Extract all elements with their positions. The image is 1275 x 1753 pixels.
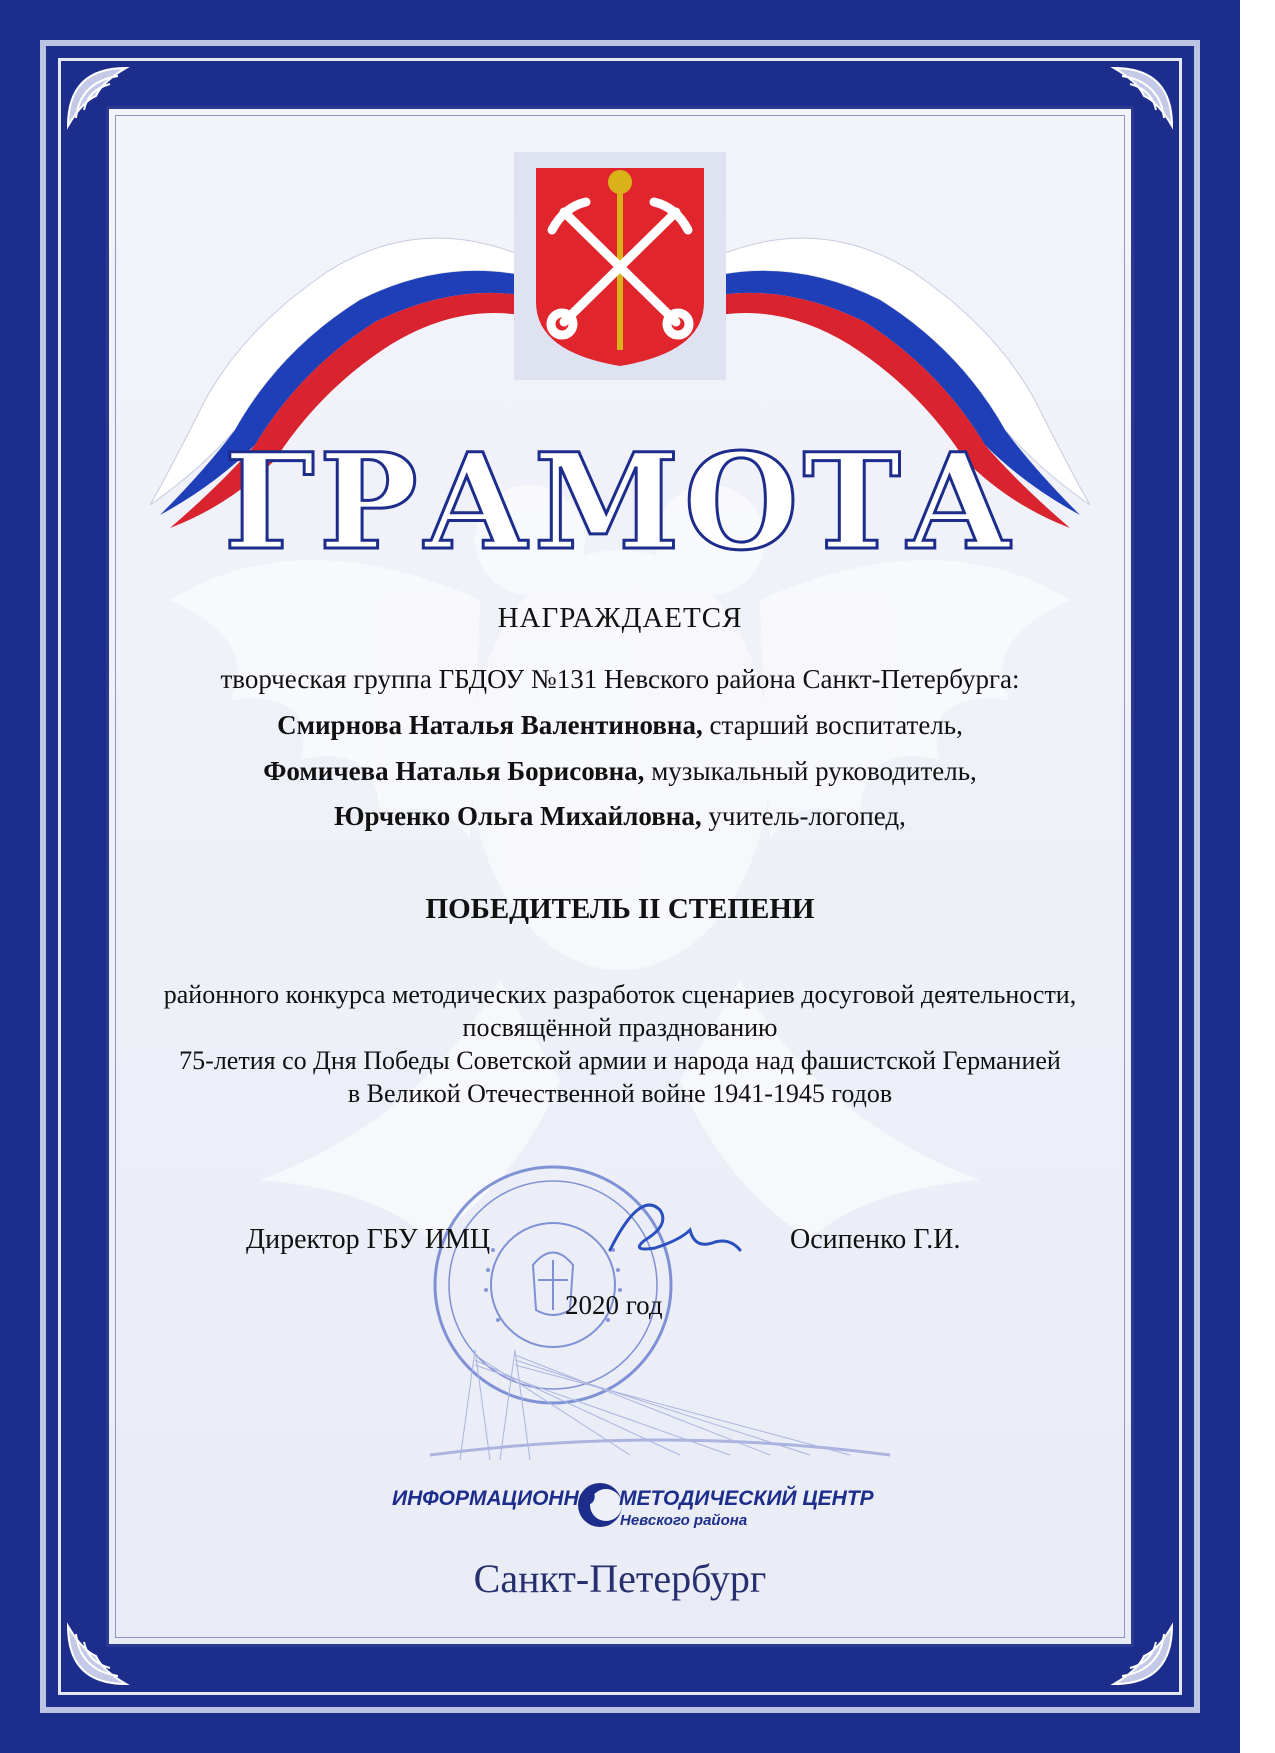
issuer-name-right: МЕТОДИЧЕСКИЙ ЦЕНТР: [619, 1487, 874, 1510]
shell-ornament-icon: [1108, 62, 1178, 132]
member-row: [106, 710, 1134, 741]
contest-line: районного конкурса методических разработок сценариев досуговой деятельности,: [163, 980, 1077, 1009]
certificate-title: [0, 430, 1240, 570]
contest-line: в Великой Отечественной войне 1941-1945 годов: [347, 1079, 893, 1108]
svg-text:ГРАМОТА: ГРАМОТА: [223, 430, 1017, 570]
award-title: ПОБЕДИТЕЛЬ II СТЕПЕНИ: [425, 893, 815, 925]
issue-year: 2020 год: [565, 1290, 663, 1320]
signatory-position: Директор ГБУ ИМЦ: [246, 1224, 491, 1255]
st-petersburg-coat-of-arms-icon: [514, 152, 726, 380]
bridge-illustration: [430, 1330, 890, 1470]
signature-icon: [600, 1180, 750, 1270]
issuer-district: Невского района: [620, 1512, 748, 1529]
member-name: Фомичева Наталья Борисовна,: [263, 756, 645, 786]
contest-line: посвящённой празднованию: [462, 1013, 778, 1042]
shell-ornament-icon: [1108, 1620, 1178, 1690]
member-row: [106, 756, 1134, 787]
member-name: Юрченко Ольга Михайловна,: [334, 801, 702, 831]
member-role: старший воспитатель,: [702, 710, 963, 740]
contest-line: 75-летия со Дня Победы Советской армии и народа над фашистской Германией: [179, 1046, 1061, 1075]
signatory-name: Осипенко Г.И.: [790, 1224, 961, 1255]
member-role: музыкальный руководитель,: [644, 756, 977, 786]
member-name: Смирнова Наталья Валентиновна,: [277, 710, 703, 740]
shell-ornament-icon: [62, 62, 132, 132]
awarded-label: НАГРАЖДАЕТСЯ: [497, 602, 743, 634]
member-role: учитель-логопед,: [701, 801, 906, 831]
issuer-name-left: ИНФОРМАЦИОННО: [392, 1487, 596, 1510]
recipient-group: творческая группа ГБДОУ №131 Невского района Санкт-Петербурга:: [220, 664, 1020, 694]
member-row: [106, 801, 1134, 832]
city-name: Санкт-Петербург: [473, 1556, 767, 1601]
shell-ornament-icon: [62, 1620, 132, 1690]
